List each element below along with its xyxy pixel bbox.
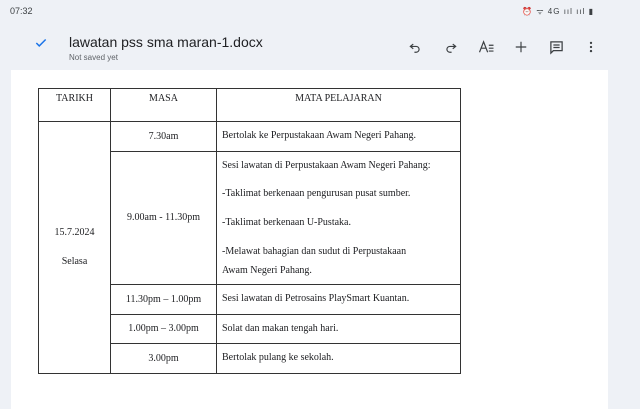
redo-icon[interactable] — [440, 36, 462, 58]
activity-line: Solat dan makan tengah hari. — [222, 322, 339, 334]
date-value: 15.7.2024 — [54, 227, 95, 239]
add-icon[interactable] — [510, 36, 532, 58]
more-vertical-icon[interactable] — [580, 36, 602, 58]
activity-cell — [217, 314, 461, 344]
day-value: Selasa — [61, 256, 88, 268]
text-format-icon[interactable] — [475, 36, 497, 58]
comment-icon[interactable] — [545, 36, 567, 58]
activity-line: -Taklimat berkenaan U-Pustaka. — [222, 216, 351, 228]
activity-line: Sesi lawatan di Petrosains PlaySmart Kuantan. — [222, 293, 410, 304]
time-cell: 3.00pm — [111, 344, 217, 374]
header-masa: MASA — [111, 89, 217, 122]
document-page[interactable] — [11, 70, 608, 409]
time-cell: 1.00pm – 3.00pm — [111, 314, 217, 344]
schedule-table — [38, 88, 461, 374]
time-cell: 7.30am — [111, 122, 217, 152]
date-cell — [39, 122, 111, 374]
time-cell: 9.00am - 11.30pm — [111, 151, 217, 285]
activity-cell — [217, 285, 461, 315]
status-time: 07:32 — [10, 6, 33, 16]
app-bar — [0, 24, 640, 68]
save-status: Not saved yet — [69, 53, 118, 62]
activity-line: -Melawat bahagian dan sudut di Perpustakaan — [222, 246, 407, 257]
table-row — [39, 122, 461, 152]
activity-line: Awam Negeri Pahang. — [222, 265, 312, 276]
activity-line: Sesi lawatan di Perpustakaan Awam Negeri Pahang: — [222, 159, 431, 171]
right-margin — [608, 70, 640, 409]
table-header-row — [39, 89, 461, 122]
activity-line: Bertolak pulang ke sekolah. — [222, 352, 334, 363]
undo-icon[interactable] — [404, 36, 426, 58]
activity-line: Bertolak ke Perpustakaan Awam Negeri Pahang. — [222, 130, 417, 141]
status-indicators: ⏰ ᯤ 4G ııl ııl ▮ — [522, 7, 594, 16]
status-bar — [0, 0, 640, 24]
document-title[interactable]: lawatan pss sma maran-1.docx — [69, 34, 263, 50]
header-tarikh: TARIKH — [39, 89, 111, 122]
activity-cell — [217, 151, 461, 285]
check-icon[interactable] — [34, 36, 48, 55]
activity-cell — [217, 344, 461, 374]
activity-line: -Taklimat berkenaan pengurusan pusat sumber. — [222, 188, 411, 199]
time-cell: 11.30pm – 1.00pm — [111, 285, 217, 315]
header-mata-pelajaran: MATA PELAJARAN — [217, 89, 461, 122]
activity-cell — [217, 122, 461, 152]
